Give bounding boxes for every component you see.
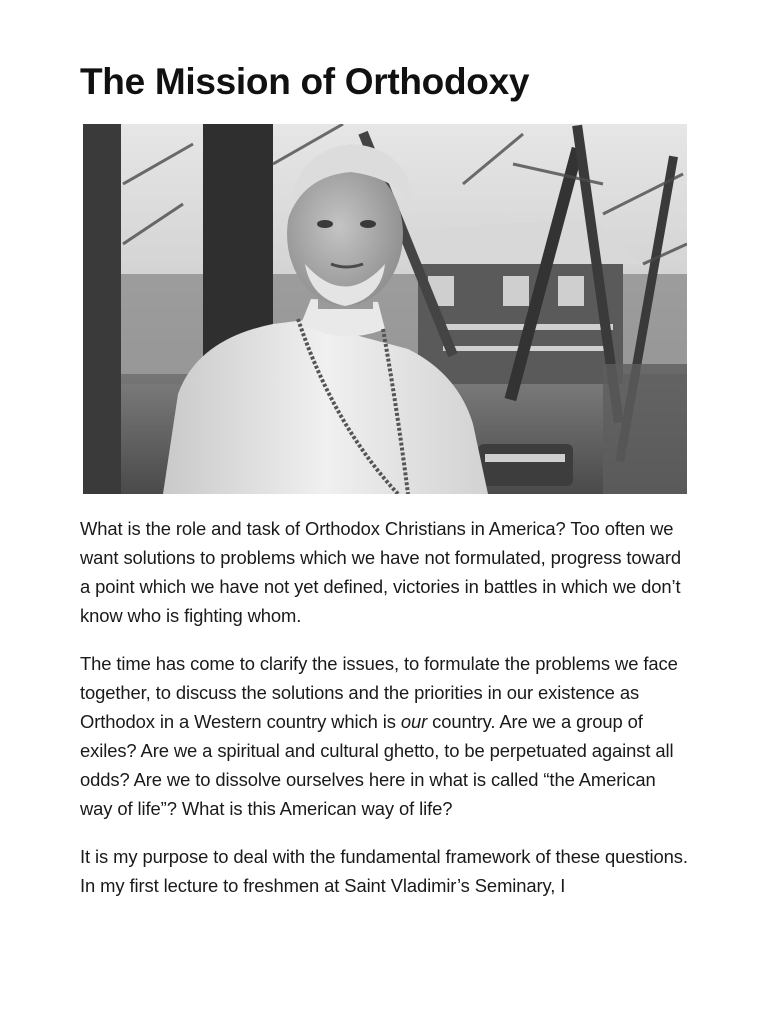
article-photo	[83, 124, 687, 494]
paragraph-2	[80, 649, 692, 823]
paragraph-1-text: What is the role and task of Orthodox Christians in America? Too often we want solutions to problems which we have not formulated, progress toward a point which we have not yet defined, victories in battles in which we don’t know who is fighting whom.	[80, 518, 682, 626]
paragraph-2-text-after: country. Are we a group of exiles? Are we a spiritual and cultural ghetto, to be perpetuated against all odds? Are we to dissolve ourselves here in what is called “the American way of life”? What is this American way of life?	[80, 711, 674, 819]
paragraph-2-emphasis: our	[400, 711, 428, 732]
paragraph-3	[80, 842, 692, 900]
paragraph-1	[80, 514, 692, 630]
article-title: The Mission of Orthodoxy	[80, 61, 530, 102]
portrait-photo-icon	[83, 124, 687, 494]
article	[80, 58, 692, 919]
paragraph-2-text-before: The time has come to clarify the issues, to formulate the problems we face together, to discuss the solutions and the priorities in our existence as Orthodox in a Western country which is	[80, 653, 678, 732]
paragraph-3-text: It is my purpose to deal with the fundamental framework of these questions. In my first lecture to freshmen at Saint Vladimir’s Seminary, I	[80, 846, 688, 896]
article-body	[80, 514, 692, 900]
